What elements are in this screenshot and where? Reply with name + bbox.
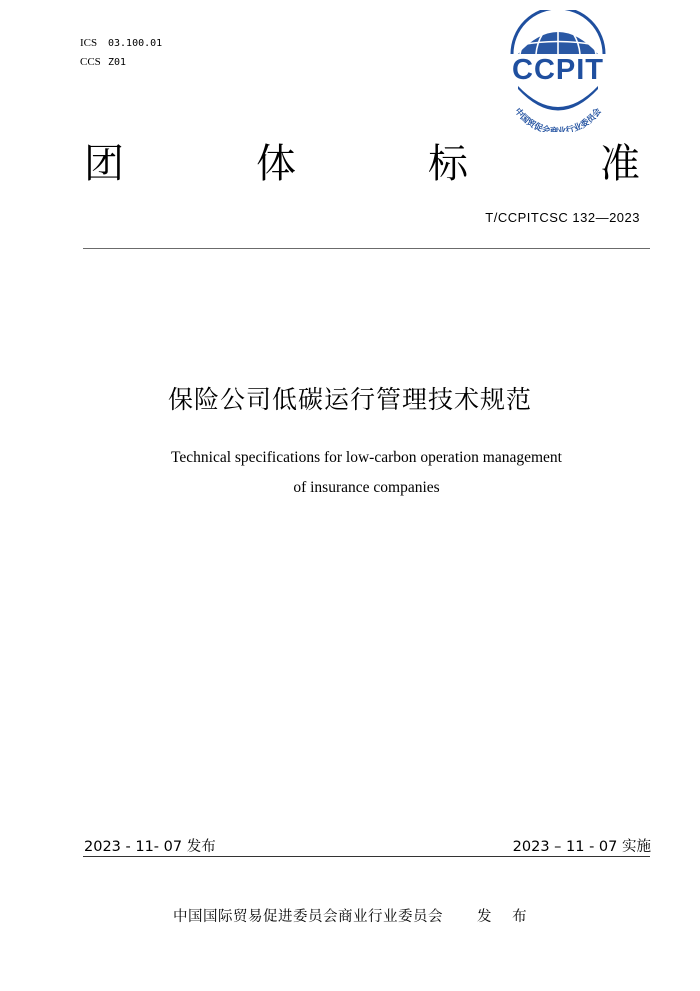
ics-code: 03.100.01: [108, 38, 163, 49]
logo-text: CCPIT: [512, 54, 604, 86]
type-char-2: 体: [256, 141, 296, 187]
issuer: [173, 905, 535, 926]
ccs-code: Z01: [108, 57, 127, 68]
effective-date: 2023 – 11 - 07 实施: [512, 839, 651, 855]
issuer-action: 发 布: [477, 909, 535, 925]
type-char-3: 标: [428, 141, 468, 187]
title-en-line-2: of insurance companies: [293, 479, 440, 496]
document-title-en: [0, 443, 700, 503]
classification-codes: [80, 34, 162, 72]
issuer-name: 中国国际贸易促进委员会商业行业委员会: [173, 909, 443, 925]
logo-arc-text: 中国贸促会商业行业委员会: [512, 106, 604, 132]
globe-icon: [498, 10, 618, 132]
ccs-row: [80, 53, 162, 72]
title-en-line-1: Technical specifications for low-carbon operation management: [171, 449, 562, 466]
ccs-label: CCS: [80, 56, 101, 68]
ccpit-logo: [498, 10, 618, 132]
ics-row: [80, 34, 162, 53]
publish-date: 2023 - 11- 07 发布: [84, 839, 216, 855]
standard-number: T/CCPITCSC 132—2023: [485, 210, 640, 225]
bottom-divider: [83, 856, 650, 857]
document-type-heading: [84, 138, 640, 190]
type-char-1: 团: [84, 141, 124, 187]
top-divider: [83, 248, 650, 249]
ics-label: ICS: [80, 37, 98, 49]
document-title-cn: 保险公司低碳运行管理技术规范: [167, 385, 532, 414]
type-char-4: 准: [600, 141, 640, 187]
